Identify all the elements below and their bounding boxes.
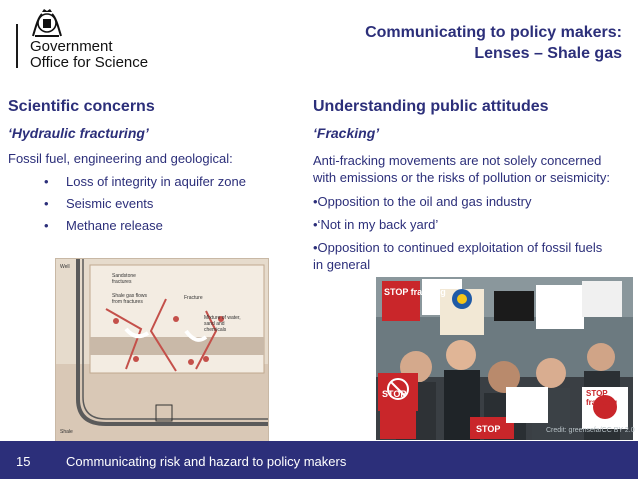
hydraulic-fracturing-diagram <box>55 258 269 444</box>
left-bullet-item: • Methane release <box>44 215 246 237</box>
left-subheading: ‘Hydraulic fracturing’ <box>8 125 149 141</box>
left-heading: Scientific concerns <box>8 98 155 115</box>
diagram-label-shale: Shale <box>60 429 73 435</box>
right-heading: Understanding public attitudes <box>313 98 549 115</box>
footer-text: Communicating risk and hazard to policy makers <box>66 454 347 469</box>
diagram-label-sandstone: Sandstone fractures <box>112 273 136 285</box>
right-point-2: •‘Not in my back yard’ <box>313 217 439 232</box>
photo-credit: Credit: greensefa/CC BY 2.0 <box>546 427 635 434</box>
anti-fracking-protest-photo <box>376 277 633 440</box>
royal-crest-icon <box>30 8 64 38</box>
right-point-3 <box>313 239 602 273</box>
diagram-label-well: Well <box>60 264 70 270</box>
protest-sign-2: STOP <box>382 389 407 399</box>
slide-title <box>365 22 622 64</box>
slide-title-line-2: Lenses – Shale gas <box>474 45 622 62</box>
slide-number: 15 <box>16 454 31 469</box>
right-point-3-line-2: in general <box>313 257 371 272</box>
diagram-label-mixture: Mixture of water, sand and chemicals <box>204 315 241 333</box>
logo-divider <box>16 24 18 68</box>
protest-photo-illustration <box>376 277 633 440</box>
protest-sign-1: STOP fracking <box>384 287 446 297</box>
diagram-label-fracture: Fracture <box>184 295 203 301</box>
left-bullet-item: • Seismic events <box>44 193 246 215</box>
protest-sign-3: STOP <box>476 424 501 434</box>
left-intro: Fossil fuel, engineering and geological: <box>8 151 233 166</box>
logo-line-1: Government <box>30 38 113 55</box>
diagram-illustration <box>56 259 268 443</box>
slide-title-line-1: Communicating to policy makers: <box>365 24 622 41</box>
right-subheading: ‘Fracking’ <box>313 125 380 141</box>
left-bullet-list <box>44 171 246 237</box>
government-logo-text <box>30 39 148 71</box>
right-intro-line-2: with emissions or the risks of pollution or seismicity: <box>313 170 610 185</box>
right-point-3-line-1: •Opposition to continued exploitation of fossil fuels <box>313 240 603 255</box>
right-intro-line-1: Anti-fracking movements are not solely concerned <box>313 153 602 168</box>
right-point-1: •Opposition to the oil and gas industry <box>313 194 532 209</box>
logo-line-2: Office for Science <box>30 54 149 71</box>
right-intro <box>313 152 610 186</box>
left-bullet-item: • Loss of integrity in aquifer zone <box>44 171 246 193</box>
diagram-label-shale-gas: Shale gas flows from fractures <box>112 293 148 305</box>
protest-sign-4: STOP fracking <box>586 389 618 407</box>
